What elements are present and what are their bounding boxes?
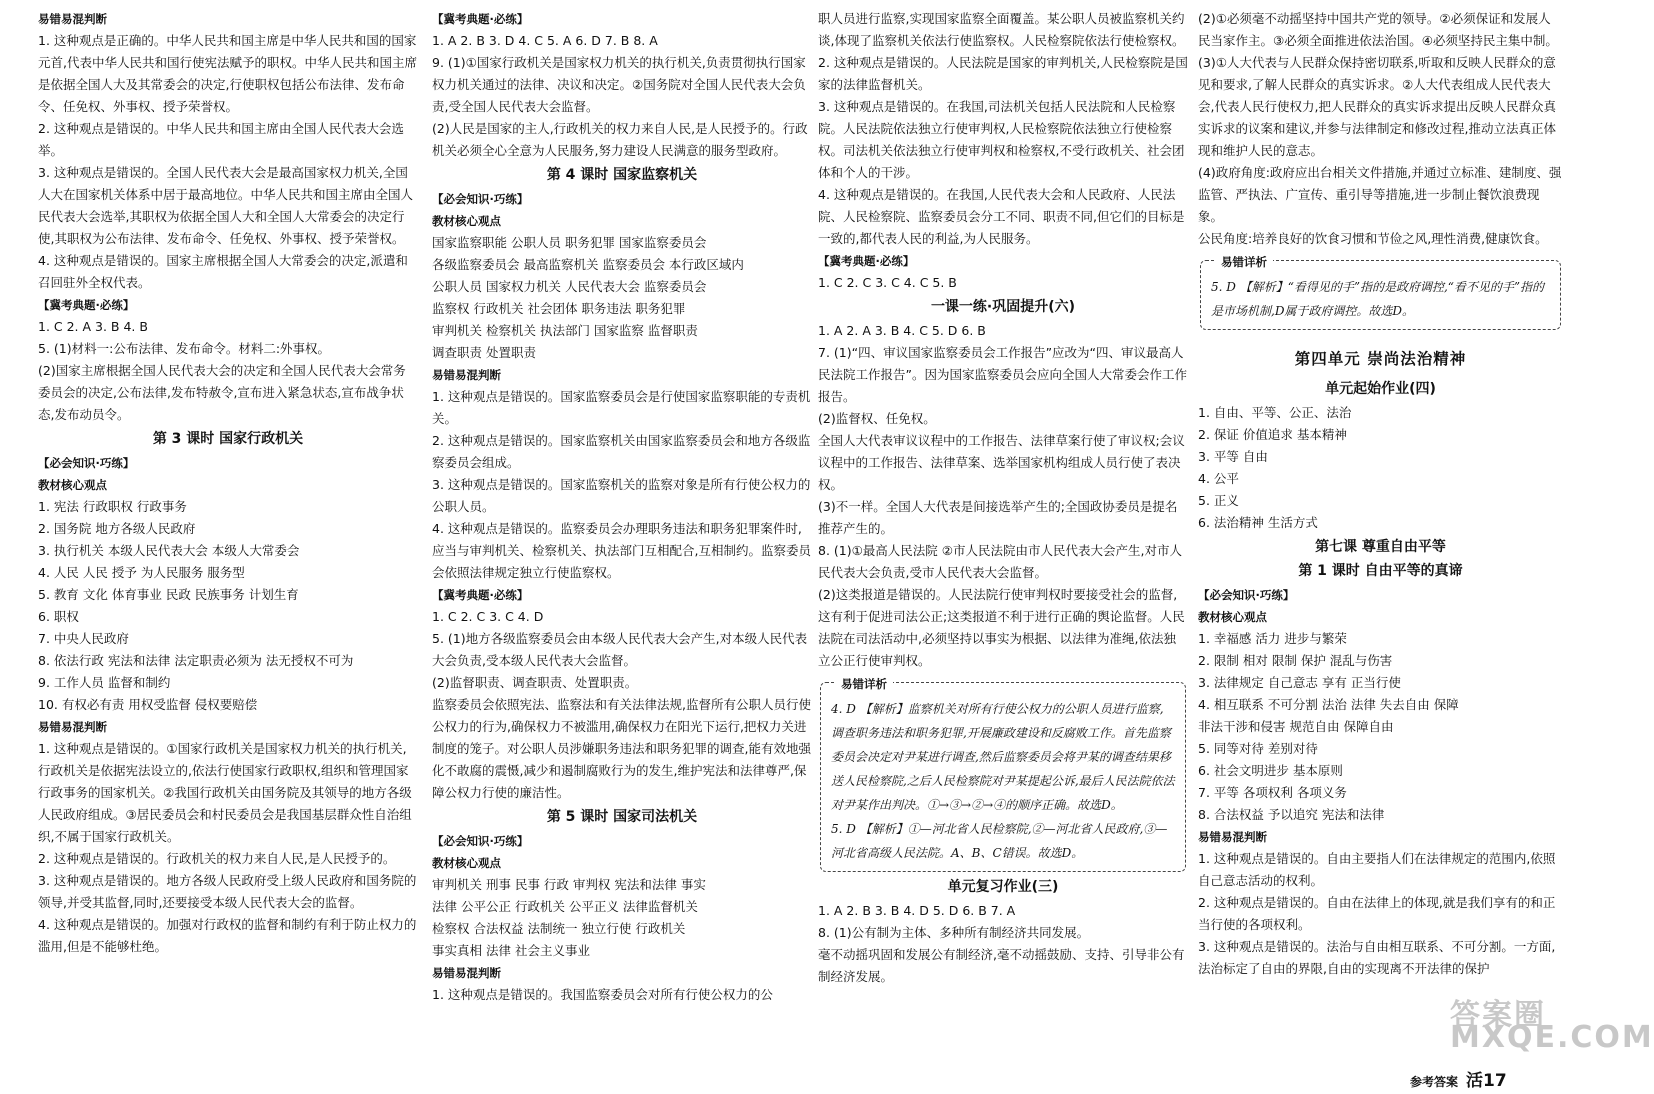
text-line: 5. (1)材料一:公布法律、发布命令。材料二:外事权。 <box>38 341 331 356</box>
text-line: 2. 这种观点是错误的。自由在法律上的体现,就是我们享有的和正当行使的各项权利。 <box>1198 895 1556 932</box>
text-line: 6. 法治精神 生活方式 <box>1198 515 1318 530</box>
section-label: 【必会知识·巧练】 <box>38 456 135 470</box>
page-number: 活17 <box>1466 1071 1507 1091</box>
watermark-text: 答案圈 MXQE.COM <box>1450 998 1654 1055</box>
text-line: 3. 这种观点是错误的。国家监察机关的监察对象是所有行使公权力的公职人员。 <box>432 477 811 514</box>
section-label: 易错易混判断 <box>38 720 107 734</box>
text-line: 2. 这种观点是错误的。国家监察机关由国家监察委员会和地方各级监察委员会组成。 <box>432 433 811 470</box>
text-line: 检察权 合法权益 法制统一 独立行使 行政机关 <box>432 921 686 936</box>
text-line: 1. 宪法 行政职权 行政事务 <box>38 499 187 514</box>
text-line: 4. 这种观点是错误的。国家主席根据全国人大常委会的决定,派遣和召回驻外全权代表。 <box>38 253 408 290</box>
text-line: 7. 平等 各项权利 各项义务 <box>1198 785 1347 800</box>
section-heading: 第 5 课时 国家司法机关 <box>546 809 698 825</box>
text-line: 监察委员会依照宪法、监察法和有关法律法规,监督所有公职人员行使公权力的行为,确保权力不被滥用,确保权力在阳光下运行,把权力关进制度的笼子。对公职人员涉嫌职务违法和职务犯罪的调查,能有效地强化不敢腐的震慑,减少和遏制腐败行为的发生,维护宪法和法律尊严,保障公权力行使的廉洁性。 <box>432 697 811 800</box>
text-line: 2. 这种观点是错误的。人民法院是国家的审判机关,人民检察院是国家的法律监督机关。 <box>818 55 1188 92</box>
text-line: 各级监察委员会 最高监察机关 监察委员会 本行政区域内 <box>432 257 744 272</box>
text-line: 3. 这种观点是错误的。在我国,司法机关包括人民法院和人民检察院。人民法院依法独立行使审判权,人民检察院依法独立行使检察权。司法机关依法独立行使审判权和检察权,不受行政机关、社会团体和个人的干涉。 <box>818 99 1185 180</box>
section-label: 【必会知识·巧练】 <box>432 192 529 206</box>
text-line: 4. 人民 人民 授予 为人民服务 服务型 <box>38 565 245 580</box>
footer-label: 参考答案 <box>1410 1075 1459 1089</box>
text-line: 3. 平等 自由 <box>1198 449 1268 464</box>
text-line: 2. 保证 价值追求 基本精神 <box>1198 427 1347 442</box>
text-line: 8. 合法权益 予以追究 宪法和法律 <box>1198 807 1385 822</box>
box-line: 5. D 【解析】“看得见的手”指的是政府调控,“看不见的手”指的是市场机制,D属于政府调控。故选D。 <box>1211 280 1545 318</box>
text-line: 1. 这种观点是错误的。国家监察委员会是行使国家监察职能的专责机关。 <box>432 389 811 426</box>
text-line: 1. 幸福感 活力 进步与繁荣 <box>1198 631 1347 646</box>
section-heading: 第四单元 崇尚法治精神 <box>1294 350 1467 368</box>
text-line: 4. 这种观点是错误的。加强对行政权的监督和制约有利于防止权力的滥用,但是不能够杜绝。 <box>38 917 417 954</box>
box-tag: 易错详析 <box>1215 250 1273 274</box>
text-line: 8. (1)公有制为主体、多种所有制经济共同发展。 <box>818 925 1090 940</box>
text-line: 5. 同等对待 差别对待 <box>1198 741 1318 756</box>
text-line: 全国人大代表审议议程中的工作报告、法律草案行使了审议权;会议议程中的工作报告、法律草案、选举国家机构组成人员行使了表决权。 <box>818 433 1185 492</box>
section-heading: 单元复习作业(三) <box>947 879 1059 895</box>
text-line: 7. 中央人民政府 <box>38 631 129 646</box>
section-label: 易错易混判断 <box>38 12 107 26</box>
text-line: 2. 这种观点是错误的。行政机关的权力来自人民,是人民授予的。 <box>38 851 396 866</box>
text-line: 职人员进行监察,实现国家监察全面覆盖。某公职人员被监察机关约谈,体现了监察机关依法行使监察权。人民检察院依法行使检察权。 <box>818 11 1185 48</box>
text-line: 毫不动摇巩固和发展公有制经济,毫不动摇鼓励、支持、引导非公有制经济发展。 <box>818 947 1185 984</box>
text-line: (2)国家主席根据全国人民代表大会的决定和全国人民代表大会常务委员会的决定,公布法律,发布特赦令,宣布进入紧急状态,宣布战争状态,发布动员令。 <box>38 363 406 422</box>
text-line: 10. 有权必有责 用权受监督 侵权要赔偿 <box>38 697 258 712</box>
text-line: (2)人民是国家的主人,行政机关的权力来自人民,是人民授予的。行政机关必须全心全意为人民服务,努力建设人民满意的服务型政府。 <box>432 121 808 158</box>
section-label: 【必会知识·巧练】 <box>1198 588 1295 602</box>
column-2 <box>432 8 812 1078</box>
section-label: 易错易混判断 <box>1198 830 1267 844</box>
page-footer <box>1410 1070 1507 1093</box>
section-label: 【冀考典题·必练】 <box>818 254 915 268</box>
text-line: 1. 这种观点是正确的。中华人民共和国主席是中华人民共和国的国家元首,代表中华人民共和国行使宪法赋予的职权。中华人民共和国主席是依据全国人大及其常委会的决定,行使职权包括公布法律、发布命令、任免权、外事权、授予荣誉权。 <box>38 33 417 114</box>
section-label: 易错易混判断 <box>432 368 501 382</box>
text-line: 4. 这种观点是错误的。监察委员会办理职务违法和职务犯罪案件时,应当与审判机关、检察机关、执法部门互相配合,互相制约。监察委员会依照法律规定独立行使监察权。 <box>432 521 811 580</box>
text-line: 1. C 2. C 3. C 4. D <box>432 609 544 624</box>
section-label: 教材核心观点 <box>432 214 501 228</box>
error-analysis-box <box>1200 255 1561 330</box>
text-line: 2. 这种观点是错误的。中华人民共和国主席由全国人民代表大会选举。 <box>38 121 404 158</box>
text-line: 3. 这种观点是错误的。全国人民代表大会是最高国家权力机关,全国人大在国家机关体系中居于最高地位。中华人民共和国主席由全国人民代表大会选举,其职权为依据全国人大和全国人大常委会的决定行使,其职权为公布法律、发布命令、任免权、外事权、授予荣誉权。 <box>38 165 414 246</box>
text-line: 3. 执行机关 本级人民代表大会 本级人大常委会 <box>38 543 300 558</box>
section-heading: 第 4 课时 国家监察机关 <box>546 167 698 183</box>
text-line: (3)①人大代表与人民群众保持密切联系,听取和反映人民群众的意见和要求,了解人民群众的真实诉求。②人大代表组成人民代表大会,代表人民行使权力,把人民群众的真实诉求提出反映人民群众真实诉求的议案和建议,并参与法律制定和修改过程,推动立法真正体现和维护人民的意志。 <box>1198 55 1556 158</box>
text-line: 4. 这种观点是错误的。在我国,人民代表大会和人民政府、人民法院、人民检察院、监察委员会分工不同、职责不同,但它们的目标是一致的,都代表人民的利益,为人民服务。 <box>818 187 1185 246</box>
text-line: 1. C 2. C 3. C 4. C 5. B <box>818 275 957 290</box>
text-line: 1. A 2. B 3. D 4. C 5. A 6. D 7. B 8. A <box>432 33 658 48</box>
section-heading: 单元起始作业(四) <box>1325 381 1436 397</box>
box-line: 4. D 【解析】监察机关对所有行使公权力的公职人员进行监察,调查职务违法和职务犯罪,开展廉政建设和反腐败工作。首先监察委员会决定对尹某进行调查,然后监察委员会将尹某的调查结果移送人民检察院,之后人民检察院对尹某提起公诉,最后人民法院依法对尹某作出判决。①→③→②→④的顺序正确。故选D。 <box>831 702 1175 812</box>
text-line: 8. (1)①最高人民法院 ②市人民法院由市人民代表大会产生,对市人民代表大会负责,受市人民代表大会监督。 <box>818 543 1182 580</box>
text-line: 1. 自由、平等、公正、法治 <box>1198 405 1352 420</box>
text-line: 1. 这种观点是错误的。①国家行政机关是国家权力机关的执行机关,行政机关是依据宪法设立的,依法行使国家行政职权,组织和管理国家行政事务的国家机关。②我国行政机关由国务院及其领导的地方各级人民政府组成。③居民委员会和村民委员会是我国基层群众性自治组织,不属于国家行政机关。 <box>38 741 412 844</box>
text-line: 7. (1)“四、审议国家监察委员会工作报告”应改为“四、审议最高人民法院工作报告”。因为国家监察委员会应向全国人大常委会作工作报告。 <box>818 345 1187 404</box>
text-line: (2)监督职责、调查职责、处置职责。 <box>432 675 638 690</box>
text-line: 法律 公平公正 行政机关 公平正义 法律监督机关 <box>432 899 698 914</box>
section-heading: 第 3 课时 国家行政机关 <box>152 431 304 447</box>
text-line: 3. 这种观点是错误的。地方各级人民政府受上级人民政府和国务院的领导,并受其监督,同时,还要接受本级人民代表大会的监督。 <box>38 873 417 910</box>
text-line: 6. 职权 <box>38 609 79 624</box>
text-line: 3. 法律规定 自己意志 享有 正当行使 <box>1198 675 1401 690</box>
section-label: 易错易混判断 <box>432 966 501 980</box>
section-label: 【必会知识·巧练】 <box>432 834 529 848</box>
section-label: 【冀考典题·必练】 <box>432 588 529 602</box>
text-line: (2)①必须毫不动摇坚持中国共产党的领导。②必须保证和发展人民当家作主。③必须全面推进依法治国。④必须坚持民主集中制。 <box>1198 11 1558 48</box>
text-line: 5. (1)地方各级监察委员会由本级人民代表大会产生,对本级人民代表大会负责,受本级人民代表大会监督。 <box>432 631 808 668</box>
text-line: (3)不一样。全国人大代表是间接选举产生的;全国政协委员是提名推荐产生的。 <box>818 499 1178 536</box>
text-line: 8. 依法行政 宪法和法律 法定职责必须为 法无授权不可为 <box>38 653 354 668</box>
text-line: 2. 限制 相对 限制 保护 混乱与伤害 <box>1198 653 1393 668</box>
box-tag: 易错详析 <box>835 672 893 696</box>
text-line: 国家监察职能 公职人员 职务犯罪 国家监察委员会 <box>432 235 707 250</box>
text-line: 9. 工作人员 监督和制约 <box>38 675 171 690</box>
section-label: 【冀考典题·必练】 <box>38 298 135 312</box>
text-line: 审判机关 刑事 民事 行政 审判权 宪法和法律 事实 <box>432 877 706 892</box>
text-line: 调查职责 处置职责 <box>432 345 536 360</box>
column-4 <box>1198 8 1563 1078</box>
section-label: 【冀考典题·必练】 <box>432 12 529 26</box>
text-line: 9. (1)①国家行政机关是国家权力机关的执行机关,负责贯彻执行国家权力机关通过的法律、决议和决定。②国务院对全国人民代表大会负责,受全国人民代表大会监督。 <box>432 55 806 114</box>
text-line: 6. 社会文明进步 基本原则 <box>1198 763 1343 778</box>
text-line: 5. 正义 <box>1198 493 1239 508</box>
text-line: 公职人员 国家权力机关 人民代表大会 监察委员会 <box>432 279 707 294</box>
error-analysis-box <box>820 677 1186 872</box>
text-line: 1. A 2. B 3. B 4. D 5. D 6. B 7. A <box>818 903 1016 918</box>
section-label: 教材核心观点 <box>432 856 501 870</box>
text-line: 2. 国务院 地方各级人民政府 <box>38 521 196 536</box>
text-line: (2)监督权、任免权。 <box>818 411 936 426</box>
text-line: 1. 这种观点是错误的。自由主要指人们在法律规定的范围内,依照自己意志活动的权利。 <box>1198 851 1556 888</box>
text-line: 5. 教育 文化 体育事业 民政 民族事务 计划生育 <box>38 587 299 602</box>
text-line: 3. 这种观点是错误的。法治与自由相互联系、不可分割。一方面,法治标定了自由的界限,自由的实现离不开法律的保护 <box>1198 939 1556 976</box>
text-line: (4)政府角度:政府应出台相关文件措施,并通过立标准、建制度、强监管、严执法、广宣传、重引导等措施,进一步制止餐饮浪费现象。 <box>1198 165 1562 224</box>
section-heading: 一课一练·巩固提升(六) <box>930 299 1076 315</box>
section-heading: 第七课 尊重自由平等 <box>1315 539 1446 555</box>
text-line: 公民角度:培养良好的饮食习惯和节俭之风,理性消费,健康饮食。 <box>1198 231 1548 246</box>
text-line: 审判机关 检察机关 执法部门 国家监察 监督职责 <box>432 323 698 338</box>
text-line: 4. 公平 <box>1198 471 1239 486</box>
text-line: 非法干涉和侵害 规范自由 保障自由 <box>1198 719 1394 734</box>
section-label: 教材核心观点 <box>38 478 107 492</box>
text-line: 1. A 2. A 3. B 4. C 5. D 6. B <box>818 323 986 338</box>
column-1 <box>38 8 418 1078</box>
text-line: 1. 这种观点是错误的。我国监察委员会对所有行使公权力的公 <box>432 987 773 1002</box>
section-heading: 第 1 课时 自由平等的真谛 <box>1298 563 1463 579</box>
text-line: 1. C 2. A 3. B 4. B <box>38 319 148 334</box>
box-line: 5. D 【解析】①—河北省人民检察院,②—河北省人民政府,③—河北省高级人民法院。A、B、C错误。故选D。 <box>831 822 1168 860</box>
section-label: 教材核心观点 <box>1198 610 1267 624</box>
text-line: 4. 相互联系 不可分割 法治 法律 失去自由 保障 <box>1198 697 1459 712</box>
text-line: 事实真相 法律 社会主义事业 <box>432 943 590 958</box>
column-3 <box>818 8 1188 1078</box>
text-line: (2)这类报道是错误的。人民法院行使审判权时要接受社会的监督,这有利于促进司法公正;这类报道不利于进行正确的舆论监督。人民法院在司法活动中,必须坚持以事实为根据、以法律为准绳,依法独立公正行使审判权。 <box>818 587 1185 668</box>
text-line: 监察权 行政机关 社会团体 职务违法 职务犯罪 <box>432 301 686 316</box>
